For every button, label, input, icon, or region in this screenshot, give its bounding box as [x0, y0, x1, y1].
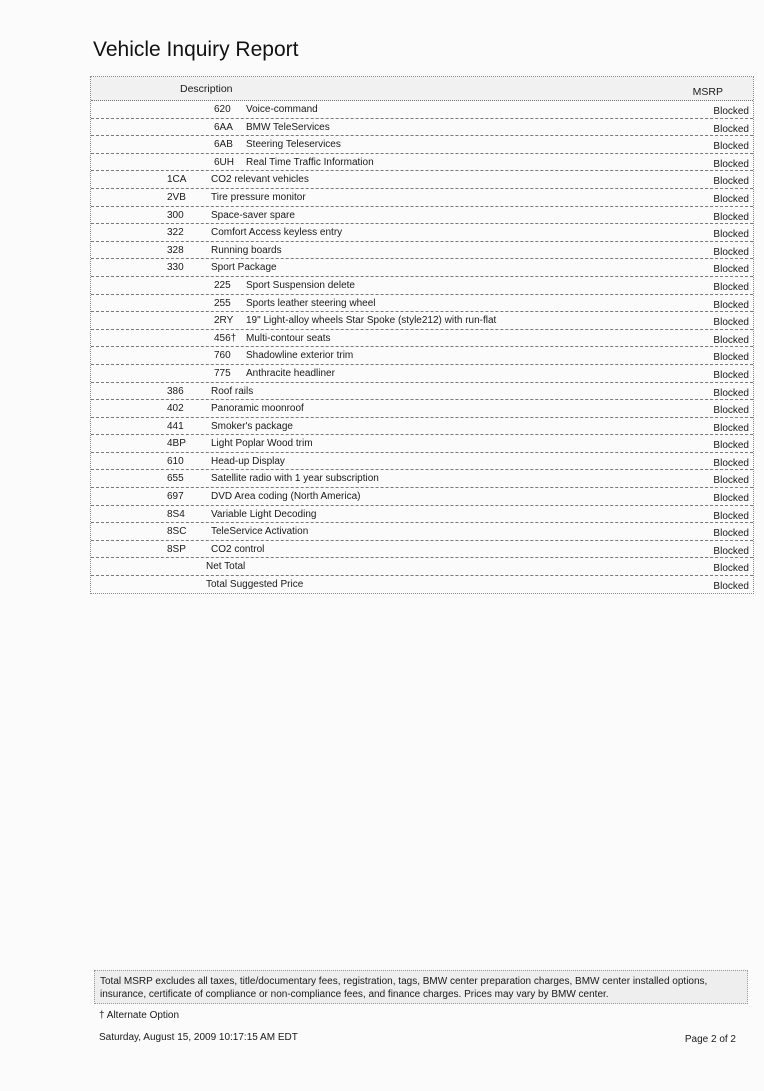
option-msrp: Blocked — [713, 299, 749, 311]
table-row — [91, 347, 753, 365]
table-header — [91, 77, 753, 101]
option-code: 386 — [167, 385, 184, 397]
option-msrp: Blocked — [713, 510, 749, 522]
page-number: Page 2 of 2 — [684, 1034, 736, 1045]
option-msrp: Blocked — [713, 158, 749, 170]
option-description: Panoramic moonroof — [211, 403, 304, 415]
option-msrp: Blocked — [713, 457, 749, 469]
option-code: 441 — [167, 420, 184, 432]
option-description: TeleService Activation — [211, 526, 309, 538]
option-description: Light Poplar Wood trim — [211, 438, 313, 450]
option-msrp: Blocked — [713, 193, 749, 205]
table-row — [91, 400, 753, 418]
option-msrp: Blocked — [713, 545, 749, 557]
option-msrp: Blocked — [713, 317, 749, 329]
total-msrp: Blocked — [713, 581, 749, 593]
option-description: Sports leather steering wheel — [246, 297, 376, 309]
description-column-header: Description — [180, 83, 233, 95]
msrp-disclaimer — [94, 970, 748, 1004]
total-label: Net Total — [206, 561, 246, 573]
disclaimer-line: Total MSRP excludes all taxes, title/documentary fees, registration, tags, BMW center preparation charges, BMW center installed options, — [100, 976, 708, 987]
total-label: Total Suggested Price — [206, 579, 304, 591]
table-row — [91, 453, 753, 471]
option-description: Head-up Display — [211, 455, 285, 467]
option-description: Smoker's package — [211, 420, 293, 432]
option-description: CO2 relevant vehicles — [211, 174, 309, 186]
option-description: Steering Teleservices — [246, 139, 341, 151]
option-msrp: Blocked — [713, 229, 749, 241]
table-row — [91, 312, 753, 330]
option-code: 2VB — [167, 191, 186, 203]
option-description: Voice-command — [246, 104, 318, 115]
option-code: 4BP — [167, 438, 186, 450]
option-code: 6AB — [214, 139, 233, 151]
alternate-option-note: † Alternate Option — [99, 1010, 180, 1021]
option-code: 8S4 — [167, 508, 185, 520]
total-msrp: Blocked — [713, 563, 749, 575]
option-code: 610 — [167, 455, 184, 467]
option-description: CO2 control — [211, 543, 265, 555]
option-code: 1CA — [167, 174, 187, 186]
table-row — [91, 259, 753, 277]
table-row — [91, 506, 753, 524]
option-code: 456† — [214, 332, 237, 344]
option-description: Multi-contour seats — [246, 332, 331, 344]
table-row — [91, 207, 753, 225]
table-row — [91, 119, 753, 137]
option-msrp: Blocked — [713, 264, 749, 276]
option-msrp: Blocked — [713, 528, 749, 540]
table-row — [91, 523, 753, 541]
table-row — [91, 136, 753, 154]
option-description: Roof rails — [211, 385, 254, 397]
option-msrp: Blocked — [713, 493, 749, 505]
table-row — [91, 224, 753, 242]
option-msrp: Blocked — [713, 422, 749, 434]
table-body — [91, 101, 753, 593]
option-description: Shadowline exterior trim — [246, 350, 354, 362]
table-row — [91, 295, 753, 313]
table-row — [91, 171, 753, 189]
option-description: Variable Light Decoding — [211, 508, 317, 520]
table-row — [91, 470, 753, 488]
table-row — [91, 418, 753, 436]
option-msrp: Blocked — [713, 246, 749, 258]
option-description: Running boards — [211, 244, 282, 256]
option-msrp: Blocked — [713, 334, 749, 346]
option-msrp: Blocked — [713, 123, 749, 135]
option-msrp: Blocked — [713, 440, 749, 452]
table-row — [91, 365, 753, 383]
msrp-column-header: MSRP — [692, 86, 723, 98]
option-msrp: Blocked — [713, 106, 749, 117]
option-code: 225 — [214, 279, 231, 291]
table-row — [91, 330, 753, 348]
option-description: 19" Light-alloy wheels Star Spoke (style212) with run-flat — [246, 315, 497, 327]
options-table — [90, 76, 754, 594]
option-msrp: Blocked — [713, 475, 749, 487]
option-code: 760 — [214, 350, 231, 362]
option-code: 697 — [167, 491, 184, 503]
option-description: Tire pressure monitor — [211, 191, 306, 203]
option-msrp: Blocked — [713, 352, 749, 364]
option-description: Sport Package — [211, 262, 277, 274]
option-code: 8SC — [167, 526, 187, 538]
option-code: 655 — [167, 473, 184, 485]
total-row — [91, 558, 753, 576]
option-description: Space-saver spare — [211, 209, 295, 221]
table-row — [91, 101, 753, 119]
page-title: Vehicle Inquiry Report — [93, 38, 299, 61]
option-description: DVD Area coding (North America) — [211, 491, 361, 503]
option-code: 402 — [167, 403, 184, 415]
option-code: 322 — [167, 227, 184, 239]
table-row — [91, 189, 753, 207]
option-msrp: Blocked — [713, 176, 749, 188]
option-msrp: Blocked — [713, 369, 749, 381]
option-code: 2RY — [214, 315, 234, 327]
option-msrp: Blocked — [713, 211, 749, 223]
option-description: Sport Suspension delete — [246, 279, 355, 291]
option-code: 8SP — [167, 543, 186, 555]
option-code: 300 — [167, 209, 184, 221]
option-description: Real Time Traffic Information — [246, 156, 374, 168]
option-msrp: Blocked — [713, 141, 749, 153]
option-code: 330 — [167, 262, 184, 274]
option-code: 328 — [167, 244, 184, 256]
table-row — [91, 154, 753, 172]
option-code: 6UH — [214, 156, 235, 168]
option-msrp: Blocked — [713, 281, 749, 293]
report-datetime: Saturday, August 15, 2009 10:17:15 AM EDT — [99, 1032, 298, 1043]
option-code: 775 — [214, 367, 231, 379]
option-code: 6AA — [214, 121, 233, 133]
table-row — [91, 435, 753, 453]
option-msrp: Blocked — [713, 387, 749, 399]
option-code: 255 — [214, 297, 231, 309]
option-description: Satellite radio with 1 year subscription — [211, 473, 379, 485]
table-row — [91, 541, 753, 559]
disclaimer-line: insurance, certificate of compliance or non-compliance fees, and finance charges. Prices may vary by BMW center. — [100, 989, 609, 1000]
table-row — [91, 277, 753, 295]
option-description: BMW TeleServices — [246, 121, 330, 133]
option-description: Comfort Access keyless entry — [211, 227, 343, 239]
option-code: 620 — [214, 104, 231, 115]
table-row — [91, 383, 753, 401]
option-msrp: Blocked — [713, 405, 749, 417]
table-row — [91, 488, 753, 506]
table-row — [91, 242, 753, 260]
option-description: Anthracite headliner — [246, 367, 335, 379]
total-row — [91, 576, 753, 593]
